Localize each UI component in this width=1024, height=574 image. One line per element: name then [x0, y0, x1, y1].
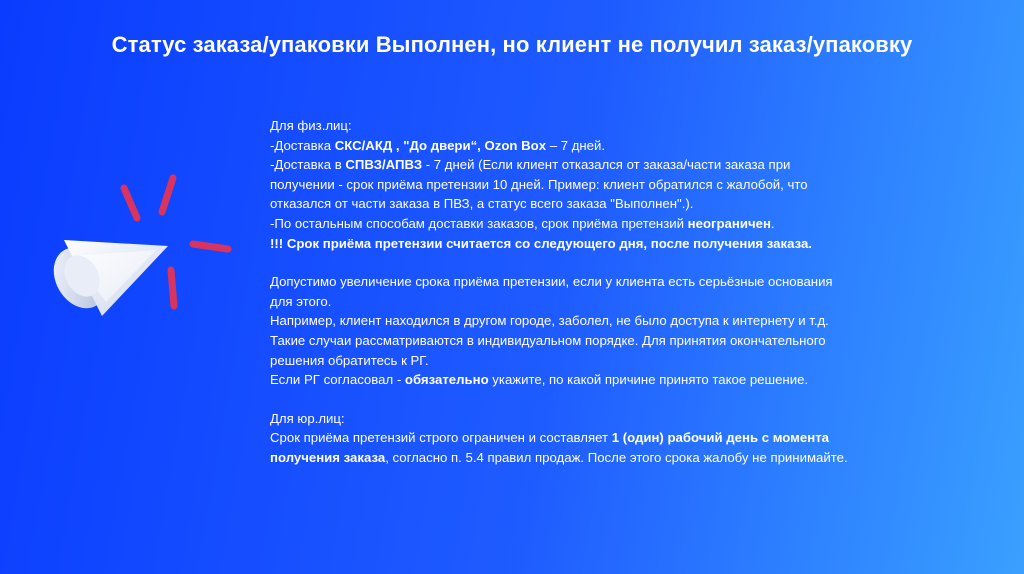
extension-line-4: Такие случаи рассматриваются в индивидуальном порядке. Для принятия окончательного [270, 332, 826, 348]
physical-line-6: !!! Срок приёма претензии считается со следующего дня, после получения заказа. [270, 235, 812, 251]
physical-line-4: отказался от части заказа в ПВЗ, а статус всего заказа "Выполнен".). [270, 196, 694, 212]
extension-line-2: для этого. [270, 293, 332, 309]
legal-line-2: получения заказа, согласно п. 5.4 правил продаж. После этого срока жалобу не принимайте. [270, 449, 848, 465]
content-text [270, 116, 970, 468]
extension-line-1: Допустимо увеличение срока приёма претензии, если у клиента есть серьёзные основания [270, 274, 833, 290]
physical-line-2: -Доставка в СПВЗ/АПВЗ - 7 дней (Если клиент отказался от заказа/части заказа при [270, 157, 791, 173]
extension-line-6: Если РГ согласовал - обязательно укажите, по какой причине принято такое решение. [270, 372, 809, 388]
megaphone-icon [36, 168, 256, 338]
physical-line-3: получении - срок приёма претензии 10 дней. Пример: клиент обратился с жалобой, что [270, 176, 808, 192]
legal-line-1: Срок приёма претензий строго ограничен и составляет 1 (один) рабочий день с момента [270, 430, 830, 446]
physical-line-1: -Доставка СКС/АКД , "До двери“, Ozon Box – 7 дней. [270, 137, 606, 153]
extension-line-3: Например, клиент находился в другом городе, заболел, не было доступа к интернету и т.д. [270, 313, 829, 329]
physical-line-5: -По остальным способам доставки заказов, срок приёма претензий неограничен. [270, 215, 775, 231]
extension-line-5: решения обратитесь к РГ. [270, 352, 429, 368]
page-title: Статус заказа/упаковки Выполнен, но клиент не получил заказ/упаковку [111, 32, 913, 57]
legal-heading: Для юр.лиц: [270, 410, 345, 426]
physical-heading: Для физ.лиц: [270, 118, 352, 133]
